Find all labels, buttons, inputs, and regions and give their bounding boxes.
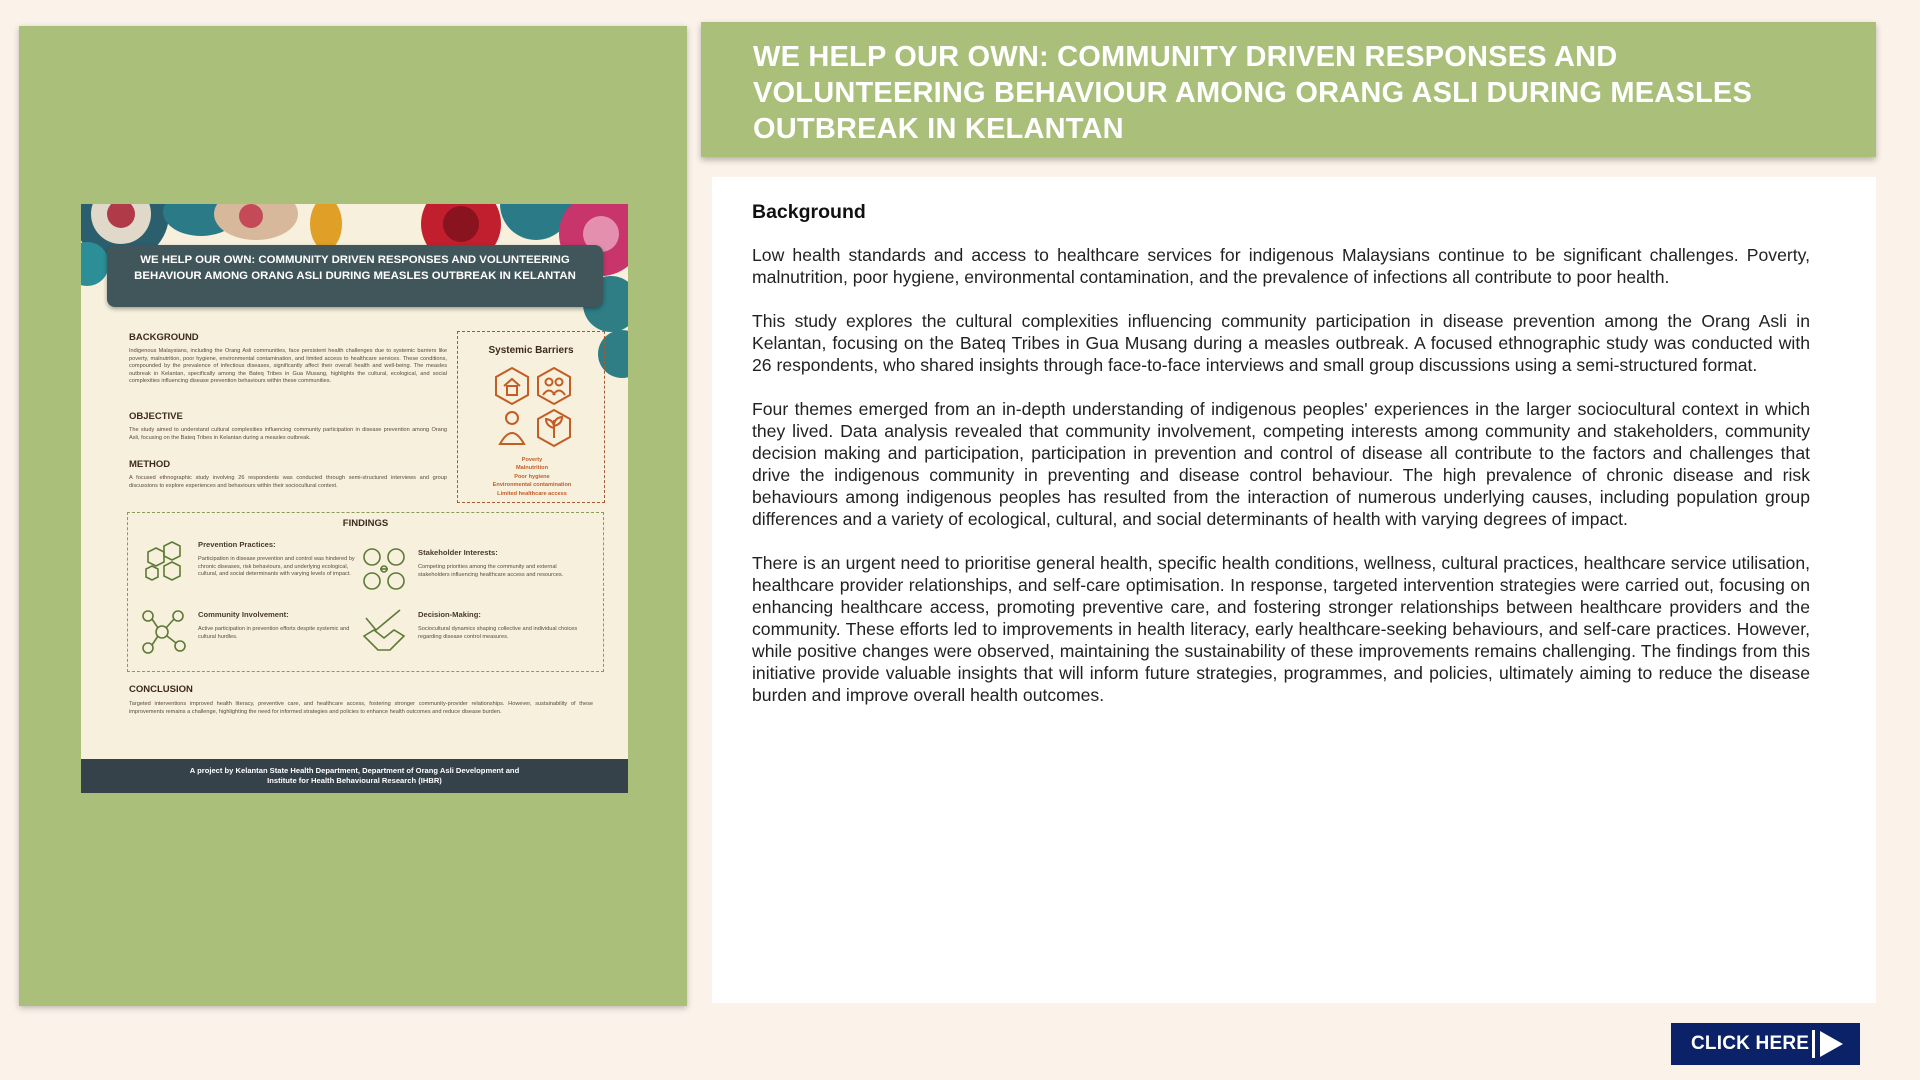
play-arrow-icon [1810, 1030, 1846, 1058]
poster-footer-line: Institute for Health Behavioural Research (IHBR) [267, 776, 442, 785]
poster-objective-heading: OBJECTIVE [129, 411, 183, 422]
body-paragraph: Low health standards and access to healthcare services for indigenous Malaysians continue to be significant challenges. Poverty, malnutrition, poor hygiene, environmental contamination, and the prevalence of infections all contribute to poor health. [752, 245, 1810, 287]
poster-background-text: Indigenous Malaysians, including the Orang Asli communities, face persistent health challenges due to systemic barriers like poverty, malnutrition, poor hygiene, environmental contamination, and limited access to healthcare services. These conditions, compounded by the prevalence of infectious diseases, significantly affect their overall health and well-being. The measles outbreak in Kelantan, specifically among the Bateq Tribes in Gua Musang, highlights the cultural, ecological, and social complexities influencing disease prevention behaviours within these communities. [129, 348, 447, 385]
barrier-list [458, 456, 606, 498]
poster-conclusion-heading: CONCLUSION [129, 684, 193, 695]
click-here-label: CLICK HERE [1691, 1033, 1810, 1054]
systemic-barriers-box [457, 331, 605, 503]
network-icon [140, 608, 188, 654]
stakeholder-icon [360, 546, 408, 592]
findings-box [127, 512, 604, 672]
poster-footer-line: A project by Kelantan State Health Department, Department of Orang Asli Development and [189, 766, 520, 775]
finding-title: Stakeholder Interests: [418, 548, 498, 557]
poster-conclusion-text: Targeted interventions improved health literacy, preventive care, and healthcare access, fostering stronger community-provider relationships. However, sustainability of these improvements remains a challenge, highlighting the need for informed strategies and policies to enhance health outcomes and reduce disease burden. [129, 701, 593, 715]
person-icon [506, 412, 518, 424]
findings-title: FINDINGS [342, 518, 389, 529]
poster-thumbnail[interactable] [81, 204, 628, 793]
poster-title: WE HELP OUR OWN: COMMUNITY DRIVEN RESPONSES AND VOLUNTEERING BEHAVIOUR AMONG ORANG ASLI DURING MEASLES OUTBREAK IN KELANTAN [107, 245, 603, 307]
poster-method-heading: METHOD [129, 459, 171, 470]
barrier-item: Environmental contamination [492, 482, 572, 489]
barrier-icons [494, 366, 572, 448]
finding-title: Decision-Making: [418, 610, 481, 619]
hexagon-cluster-icon [140, 538, 188, 584]
poster-objective-text: The study aimed to understand cultural complexities influencing community participation in disease prevention among Orang Asli, focusing on the Bateq Tribes in Kelantan during a measles outbreak. [129, 427, 447, 441]
systemic-barriers-title: Systemic Barriers [488, 345, 574, 356]
page-title: WE HELP OUR OWN: COMMUNITY DRIVEN RESPONSES AND VOLUNTEERING BEHAVIOUR AMONG ORANG ASLI DURING MEASLES OUTBREAK IN KELANTAN [753, 41, 1752, 145]
barrier-item: Malnutrition [515, 465, 548, 472]
body-paragraph: There is an urgent need to prioritise general health, specific health conditions, wellness, cultural practices, healthcare service utilisation, healthcare provider relationships, and self-care optimisation. In response, targeted intervention strategies were carried out, focusing on enhancing healthcare access, promoting preventive care, and fostering stronger relationships between healthcare providers and the community. These efforts led to improvements in health literacy, early healthcare-seeking behaviours, and self-care practices. However, while positive changes were observed, maintaining the sustainability of these improvements remains challenging. The findings from this initiative provide valuable insights that will inform future strategies, programmes, and policies, ultimately aiming to reduce the disease burden and improve overall health outcomes. [752, 553, 1810, 705]
barrier-item: Poor hygiene [514, 473, 550, 480]
barrier-item: Limited healthcare access [497, 490, 567, 497]
click-here-button[interactable] [1671, 1023, 1860, 1065]
finding-text: Active participation in prevention efforts despite systemic and cultural hurdles. [198, 626, 350, 640]
people-icon [538, 368, 570, 404]
body-paragraph: This study explores the cultural complexities influencing community participation in disease prevention among the Orang Asli in Kelantan, focusing on the Bateq Tribes in Gua Musang during a measles outbreak. A focused ethnographic study was conducted with 26 respondents, who shared insights through face-to-face interviews and small group discussions using a semi-structured format. [752, 311, 1810, 375]
poster-panel [19, 26, 687, 1006]
handshake-check-icon [360, 608, 408, 654]
title-banner [701, 22, 1876, 157]
poster-background-heading: BACKGROUND [129, 332, 199, 343]
finding-title: Prevention Practices: [198, 540, 276, 549]
body-paragraph: Four themes emerged from an in-depth understanding of indigenous peoples' experiences in the larger sociocultural context in which they lived. Data analysis revealed that community involvement, competing interests among community and stakeholders, community decision making and participation, participation in prevention and control of disease all contribute to the factors and challenges that drive the indigenous community in preventing and disease control behaviour. The high prevalence of chronic disease and risk behaviours among indigenous peoples has resulted from the interaction of numerous underlying causes, including population group differences and a variety of ecological, cultural, and social determinants of health with varying degrees of impact. [752, 399, 1810, 529]
barrier-item: Poverty [521, 457, 543, 463]
finding-text: Participation in disease prevention and control was hindered by chronic diseases, risk behaviours, and underlying ecological, cultural, and social determinants with varying levels of impact. [198, 556, 355, 578]
content-card [712, 177, 1876, 1003]
poster-method-text: A focused ethnographic study involving 26 respondents was conducted through semi-structured interviews and group discussions to explore experiences and behaviours within their sociocultural context. [129, 475, 447, 489]
section-heading: Background [752, 201, 866, 223]
finding-text: Sociocultural dynamics shaping collective and individual choices regarding disease control measures. [418, 626, 578, 640]
poster-footer [81, 759, 628, 793]
finding-title: Community Involvement: [198, 610, 289, 619]
finding-text: Competing priorities among the community and external stakeholders influencing healthcare access and resources. [418, 564, 564, 578]
